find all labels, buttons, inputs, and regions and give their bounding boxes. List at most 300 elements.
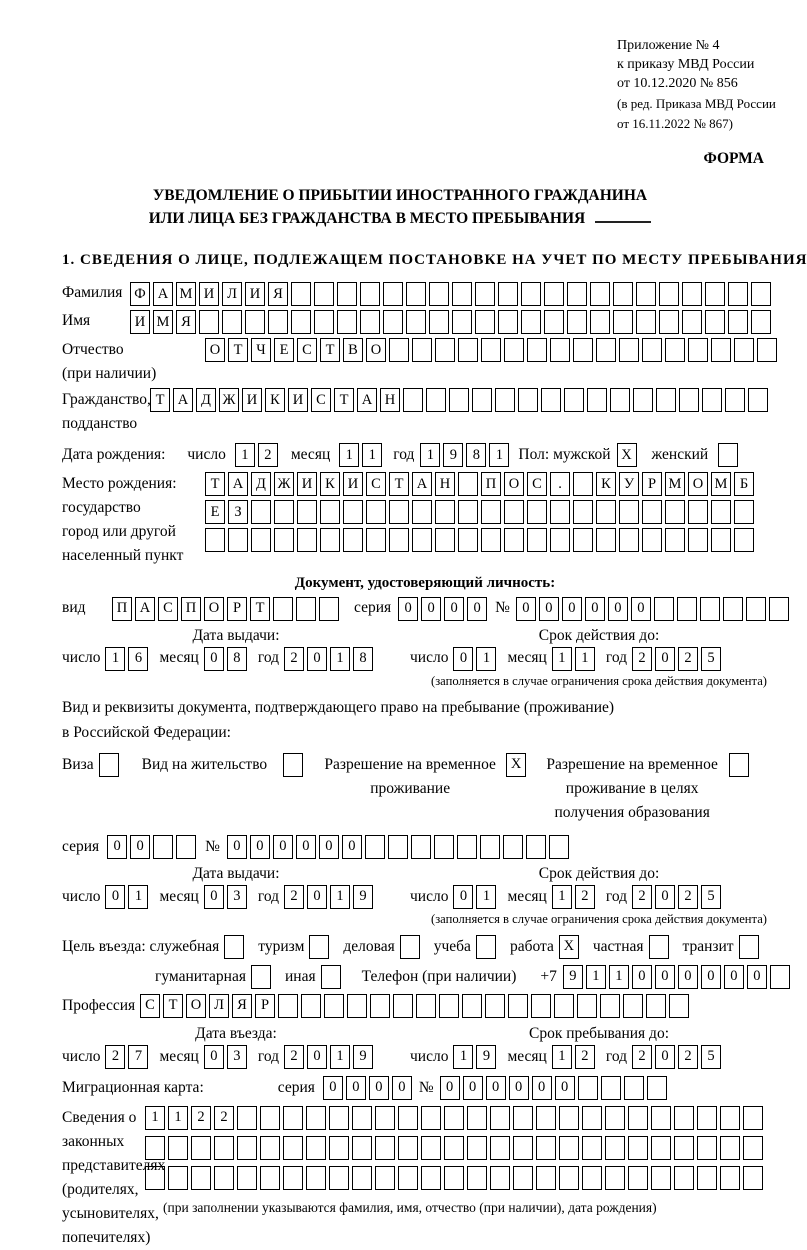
char-box[interactable] — [347, 994, 367, 1018]
char-box[interactable] — [435, 500, 455, 524]
mig-series-boxes[interactable] — [323, 1076, 415, 1100]
char-box[interactable] — [711, 500, 731, 524]
char-box[interactable]: 3 — [227, 1045, 247, 1069]
char-box[interactable] — [176, 835, 196, 859]
purpose-study-checkbox[interactable] — [476, 935, 499, 959]
char-box[interactable] — [513, 1106, 533, 1130]
char-box[interactable] — [674, 1106, 694, 1130]
entry-month-boxes[interactable] — [204, 1045, 250, 1069]
char-box[interactable] — [504, 338, 524, 362]
char-box[interactable] — [458, 472, 478, 496]
char-box[interactable] — [573, 338, 593, 362]
char-box[interactable]: 2 — [678, 647, 698, 671]
char-box[interactable] — [728, 310, 748, 334]
char-box[interactable] — [439, 994, 459, 1018]
char-box[interactable] — [682, 310, 702, 334]
char-box[interactable]: В — [343, 338, 363, 362]
char-box[interactable] — [578, 1076, 598, 1100]
char-box[interactable] — [291, 310, 311, 334]
char-box[interactable] — [513, 1136, 533, 1160]
char-box[interactable] — [475, 310, 495, 334]
char-box[interactable]: 1 — [235, 443, 255, 467]
char-box[interactable] — [734, 338, 754, 362]
doc-issue-day-boxes[interactable] — [105, 647, 151, 671]
char-box[interactable] — [544, 310, 564, 334]
char-box[interactable]: И — [130, 310, 150, 334]
char-box[interactable]: 2 — [678, 1045, 698, 1069]
char-box[interactable] — [536, 1106, 556, 1130]
char-box[interactable] — [426, 388, 446, 412]
patronymic-boxes[interactable] — [205, 338, 780, 362]
char-box[interactable]: 1 — [330, 1045, 350, 1069]
char-box[interactable]: 0 — [701, 965, 721, 989]
char-box[interactable]: Ф — [130, 282, 150, 306]
char-box[interactable] — [191, 1166, 211, 1190]
char-box[interactable]: 5 — [701, 647, 721, 671]
char-box[interactable]: З — [228, 500, 248, 524]
char-box[interactable] — [587, 388, 607, 412]
doc-issue-year-boxes[interactable] — [284, 647, 376, 671]
char-box[interactable] — [619, 338, 639, 362]
char-box[interactable] — [283, 1106, 303, 1130]
char-box[interactable]: 0 — [296, 835, 316, 859]
char-box[interactable] — [521, 282, 541, 306]
char-box[interactable] — [274, 528, 294, 552]
char-box[interactable]: 8 — [466, 443, 486, 467]
char-box[interactable]: 2 — [575, 1045, 595, 1069]
char-box[interactable]: С — [297, 338, 317, 362]
char-box[interactable] — [366, 528, 386, 552]
char-box[interactable] — [651, 1106, 671, 1130]
char-box[interactable] — [452, 310, 472, 334]
char-box[interactable] — [688, 500, 708, 524]
char-box[interactable] — [452, 282, 472, 306]
char-box[interactable]: 0 — [631, 597, 651, 621]
char-box[interactable]: 2 — [632, 885, 652, 909]
char-box[interactable] — [393, 994, 413, 1018]
char-box[interactable]: 9 — [443, 443, 463, 467]
char-box[interactable]: П — [481, 472, 501, 496]
char-box[interactable] — [770, 965, 790, 989]
char-box[interactable] — [536, 1166, 556, 1190]
char-box[interactable] — [260, 1106, 280, 1130]
char-box[interactable] — [329, 1106, 349, 1130]
char-box[interactable] — [536, 1136, 556, 1160]
char-box[interactable] — [504, 528, 524, 552]
char-box[interactable] — [383, 282, 403, 306]
char-box[interactable] — [697, 1106, 717, 1130]
char-box[interactable] — [472, 388, 492, 412]
char-box[interactable] — [458, 338, 478, 362]
char-box[interactable]: С — [527, 472, 547, 496]
char-box[interactable] — [375, 1136, 395, 1160]
char-box[interactable] — [352, 1106, 372, 1130]
char-box[interactable] — [412, 528, 432, 552]
char-box[interactable] — [449, 388, 469, 412]
char-box[interactable] — [398, 1166, 418, 1190]
char-box[interactable] — [734, 528, 754, 552]
char-box[interactable] — [677, 597, 697, 621]
char-box[interactable]: 0 — [227, 835, 247, 859]
char-box[interactable]: 0 — [440, 1076, 460, 1100]
char-box[interactable] — [283, 1166, 303, 1190]
citizenship-boxes[interactable] — [150, 388, 771, 412]
char-box[interactable] — [613, 310, 633, 334]
char-box[interactable] — [389, 338, 409, 362]
char-box[interactable]: 2 — [284, 885, 304, 909]
char-box[interactable] — [674, 1166, 694, 1190]
char-box[interactable] — [559, 1136, 579, 1160]
char-box[interactable]: 0 — [105, 885, 125, 909]
char-box[interactable] — [769, 597, 789, 621]
char-box[interactable]: 1 — [552, 885, 572, 909]
char-box[interactable] — [329, 1166, 349, 1190]
char-box[interactable] — [462, 994, 482, 1018]
char-box[interactable]: 1 — [476, 885, 496, 909]
char-box[interactable] — [646, 994, 666, 1018]
char-box[interactable] — [199, 310, 219, 334]
char-box[interactable] — [665, 338, 685, 362]
char-box[interactable]: К — [265, 388, 285, 412]
char-box[interactable] — [613, 282, 633, 306]
char-box[interactable]: 0 — [655, 1045, 675, 1069]
char-box[interactable] — [596, 528, 616, 552]
char-box[interactable] — [636, 282, 656, 306]
char-box[interactable]: И — [242, 388, 262, 412]
char-box[interactable] — [757, 338, 777, 362]
char-box[interactable]: 1 — [575, 647, 595, 671]
char-box[interactable]: М — [665, 472, 685, 496]
char-box[interactable]: О — [205, 338, 225, 362]
char-box[interactable] — [352, 1166, 372, 1190]
char-box[interactable] — [222, 310, 242, 334]
char-box[interactable] — [467, 1166, 487, 1190]
permit-issue-month-boxes[interactable] — [204, 885, 250, 909]
char-box[interactable]: 0 — [319, 835, 339, 859]
char-box[interactable] — [153, 835, 173, 859]
char-box[interactable]: А — [153, 282, 173, 306]
char-box[interactable]: Д — [196, 388, 216, 412]
char-box[interactable] — [278, 994, 298, 1018]
char-box[interactable]: 2 — [284, 647, 304, 671]
char-box[interactable] — [403, 388, 423, 412]
char-box[interactable] — [674, 1136, 694, 1160]
char-box[interactable] — [720, 1106, 740, 1130]
char-box[interactable] — [490, 1136, 510, 1160]
char-box[interactable] — [320, 528, 340, 552]
permit-valid-day-boxes[interactable] — [453, 885, 499, 909]
char-box[interactable]: Т — [228, 338, 248, 362]
char-box[interactable]: 1 — [552, 1045, 572, 1069]
char-box[interactable]: 0 — [346, 1076, 366, 1100]
char-box[interactable]: 0 — [323, 1076, 343, 1100]
char-box[interactable]: X — [617, 443, 637, 467]
char-box[interactable]: А — [412, 472, 432, 496]
doc-kind-boxes[interactable] — [112, 597, 342, 621]
char-box[interactable] — [567, 282, 587, 306]
char-box[interactable] — [734, 500, 754, 524]
char-box[interactable] — [251, 500, 271, 524]
char-box[interactable] — [725, 388, 745, 412]
char-box[interactable] — [306, 1166, 326, 1190]
permit-issue-day-boxes[interactable] — [105, 885, 151, 909]
char-box[interactable]: Ж — [219, 388, 239, 412]
char-box[interactable] — [642, 528, 662, 552]
char-box[interactable]: 8 — [353, 647, 373, 671]
char-box[interactable] — [498, 310, 518, 334]
char-box[interactable]: Д — [251, 472, 271, 496]
char-box[interactable] — [145, 1166, 165, 1190]
char-box[interactable]: Б — [734, 472, 754, 496]
char-box[interactable]: И — [245, 282, 265, 306]
char-box[interactable] — [554, 994, 574, 1018]
char-box[interactable] — [642, 500, 662, 524]
char-box[interactable]: 0 — [369, 1076, 389, 1100]
profession-boxes[interactable] — [140, 994, 692, 1018]
char-box[interactable] — [306, 1136, 326, 1160]
char-box[interactable] — [711, 338, 731, 362]
char-box[interactable]: Т — [320, 338, 340, 362]
char-box[interactable] — [360, 310, 380, 334]
char-box[interactable]: 0 — [532, 1076, 552, 1100]
char-box[interactable] — [214, 1136, 234, 1160]
char-box[interactable] — [375, 1106, 395, 1130]
char-box[interactable]: 0 — [392, 1076, 412, 1100]
char-box[interactable] — [647, 1076, 667, 1100]
char-box[interactable] — [411, 835, 431, 859]
char-box[interactable] — [435, 338, 455, 362]
char-box[interactable] — [490, 1166, 510, 1190]
char-box[interactable]: Е — [274, 338, 294, 362]
char-box[interactable]: 1 — [609, 965, 629, 989]
char-box[interactable]: 0 — [655, 965, 675, 989]
birth-year-boxes[interactable] — [420, 443, 512, 467]
char-box[interactable] — [214, 1166, 234, 1190]
char-box[interactable]: Р — [642, 472, 662, 496]
char-box[interactable] — [573, 528, 593, 552]
char-box[interactable]: О — [366, 338, 386, 362]
char-box[interactable] — [623, 994, 643, 1018]
char-box[interactable] — [601, 1076, 621, 1100]
char-box[interactable] — [429, 282, 449, 306]
char-box[interactable] — [457, 835, 477, 859]
visa-checkbox[interactable] — [99, 753, 122, 777]
char-box[interactable]: Т — [205, 472, 225, 496]
char-box[interactable]: М — [153, 310, 173, 334]
char-box[interactable] — [605, 1106, 625, 1130]
char-box[interactable] — [503, 835, 523, 859]
char-box[interactable] — [527, 500, 547, 524]
char-box[interactable]: 8 — [227, 647, 247, 671]
char-box[interactable]: 9 — [476, 1045, 496, 1069]
char-box[interactable] — [743, 1106, 763, 1130]
char-box[interactable] — [389, 500, 409, 524]
char-box[interactable]: О — [688, 472, 708, 496]
char-box[interactable] — [324, 994, 344, 1018]
char-box[interactable]: Я — [176, 310, 196, 334]
char-box[interactable]: Ж — [274, 472, 294, 496]
char-box[interactable] — [665, 528, 685, 552]
char-box[interactable]: 0 — [632, 965, 652, 989]
char-box[interactable]: 0 — [444, 597, 464, 621]
char-box[interactable] — [743, 1166, 763, 1190]
char-box[interactable] — [633, 388, 653, 412]
char-box[interactable] — [260, 1166, 280, 1190]
char-box[interactable] — [659, 310, 679, 334]
char-box[interactable] — [642, 338, 662, 362]
char-box[interactable] — [751, 282, 771, 306]
char-box[interactable] — [224, 935, 244, 959]
doc-valid-month-boxes[interactable] — [552, 647, 598, 671]
char-box[interactable]: 5 — [701, 1045, 721, 1069]
char-box[interactable] — [406, 282, 426, 306]
char-box[interactable] — [605, 1136, 625, 1160]
char-box[interactable]: 0 — [585, 597, 605, 621]
char-box[interactable] — [306, 1106, 326, 1130]
char-box[interactable] — [301, 994, 321, 1018]
doc-valid-day-boxes[interactable] — [453, 647, 499, 671]
char-box[interactable] — [596, 500, 616, 524]
char-box[interactable] — [321, 965, 341, 989]
phone-number-boxes[interactable] — [563, 965, 793, 989]
char-box[interactable] — [567, 310, 587, 334]
char-box[interactable] — [518, 388, 538, 412]
char-box[interactable] — [624, 1076, 644, 1100]
char-box[interactable]: 0 — [463, 1076, 483, 1100]
char-box[interactable]: 1 — [330, 647, 350, 671]
char-box[interactable] — [705, 282, 725, 306]
char-box[interactable] — [669, 994, 689, 1018]
char-box[interactable]: Т — [150, 388, 170, 412]
char-box[interactable]: 3 — [227, 885, 247, 909]
char-box[interactable]: 0 — [204, 885, 224, 909]
char-box[interactable]: 0 — [486, 1076, 506, 1100]
purpose-private-checkbox[interactable] — [649, 935, 672, 959]
char-box[interactable] — [485, 994, 505, 1018]
char-box[interactable] — [343, 528, 363, 552]
char-box[interactable] — [475, 282, 495, 306]
char-box[interactable] — [636, 310, 656, 334]
char-box[interactable]: . — [550, 472, 570, 496]
char-box[interactable]: 9 — [353, 885, 373, 909]
char-box[interactable]: 1 — [476, 647, 496, 671]
char-box[interactable]: 0 — [107, 835, 127, 859]
char-box[interactable] — [697, 1166, 717, 1190]
purpose-transit-checkbox[interactable] — [739, 935, 762, 959]
char-box[interactable]: Т — [163, 994, 183, 1018]
char-box[interactable] — [526, 835, 546, 859]
char-box[interactable] — [743, 1136, 763, 1160]
char-box[interactable]: 2 — [258, 443, 278, 467]
char-box[interactable]: 2 — [632, 647, 652, 671]
char-box[interactable] — [541, 388, 561, 412]
char-box[interactable]: 0 — [250, 835, 270, 859]
char-box[interactable] — [605, 1166, 625, 1190]
char-box[interactable] — [495, 388, 515, 412]
char-box[interactable] — [582, 1106, 602, 1130]
char-box[interactable] — [573, 500, 593, 524]
char-box[interactable] — [251, 528, 271, 552]
female-checkbox[interactable] — [718, 443, 741, 467]
char-box[interactable]: 1 — [330, 885, 350, 909]
doc-number-boxes[interactable] — [516, 597, 792, 621]
entry-year-boxes[interactable] — [284, 1045, 376, 1069]
char-box[interactable]: 1 — [128, 885, 148, 909]
char-box[interactable]: 0 — [453, 885, 473, 909]
char-box[interactable] — [628, 1106, 648, 1130]
char-box[interactable]: 0 — [655, 885, 675, 909]
representatives-boxes-row3[interactable] — [145, 1166, 766, 1190]
char-box[interactable]: 0 — [342, 835, 362, 859]
char-box[interactable] — [291, 282, 311, 306]
char-box[interactable] — [559, 1106, 579, 1130]
purpose-official-checkbox[interactable] — [224, 935, 247, 959]
char-box[interactable] — [705, 310, 725, 334]
permit-valid-month-boxes[interactable] — [552, 885, 598, 909]
char-box[interactable]: М — [176, 282, 196, 306]
char-box[interactable] — [314, 310, 334, 334]
char-box[interactable] — [273, 597, 293, 621]
char-box[interactable] — [228, 528, 248, 552]
char-box[interactable]: 1 — [339, 443, 359, 467]
char-box[interactable]: О — [204, 597, 224, 621]
char-box[interactable] — [309, 935, 329, 959]
purpose-other-checkbox[interactable] — [321, 965, 344, 989]
stay-month-boxes[interactable] — [552, 1045, 598, 1069]
char-box[interactable]: 0 — [655, 647, 675, 671]
char-box[interactable]: 2 — [284, 1045, 304, 1069]
char-box[interactable]: 1 — [168, 1106, 188, 1130]
char-box[interactable] — [619, 500, 639, 524]
permit-number-boxes[interactable] — [227, 835, 572, 859]
char-box[interactable] — [237, 1166, 257, 1190]
char-box[interactable] — [513, 1166, 533, 1190]
char-box[interactable] — [549, 835, 569, 859]
char-box[interactable] — [481, 528, 501, 552]
temp-permit-checkbox[interactable] — [506, 753, 529, 777]
char-box[interactable] — [577, 994, 597, 1018]
char-box[interactable]: О — [186, 994, 206, 1018]
given-name-boxes[interactable] — [130, 310, 774, 334]
char-box[interactable] — [319, 597, 339, 621]
char-box[interactable] — [711, 528, 731, 552]
char-box[interactable] — [748, 388, 768, 412]
char-box[interactable] — [498, 282, 518, 306]
purpose-humanitarian-checkbox[interactable] — [251, 965, 274, 989]
char-box[interactable] — [508, 994, 528, 1018]
char-box[interactable]: С — [366, 472, 386, 496]
char-box[interactable]: 1 — [552, 647, 572, 671]
char-box[interactable] — [245, 310, 265, 334]
char-box[interactable] — [527, 528, 547, 552]
char-box[interactable] — [564, 388, 584, 412]
char-box[interactable]: И — [297, 472, 317, 496]
char-box[interactable] — [590, 282, 610, 306]
char-box[interactable]: 2 — [105, 1045, 125, 1069]
char-box[interactable]: 0 — [747, 965, 767, 989]
char-box[interactable] — [582, 1166, 602, 1190]
birth-place-boxes-row1[interactable] — [205, 472, 757, 496]
char-box[interactable] — [544, 282, 564, 306]
representatives-boxes-row1[interactable] — [145, 1106, 766, 1130]
char-box[interactable] — [596, 338, 616, 362]
char-box[interactable] — [388, 835, 408, 859]
char-box[interactable] — [406, 310, 426, 334]
birth-month-boxes[interactable] — [339, 443, 385, 467]
char-box[interactable] — [237, 1106, 257, 1130]
char-box[interactable] — [739, 935, 759, 959]
birth-day-boxes[interactable] — [235, 443, 281, 467]
